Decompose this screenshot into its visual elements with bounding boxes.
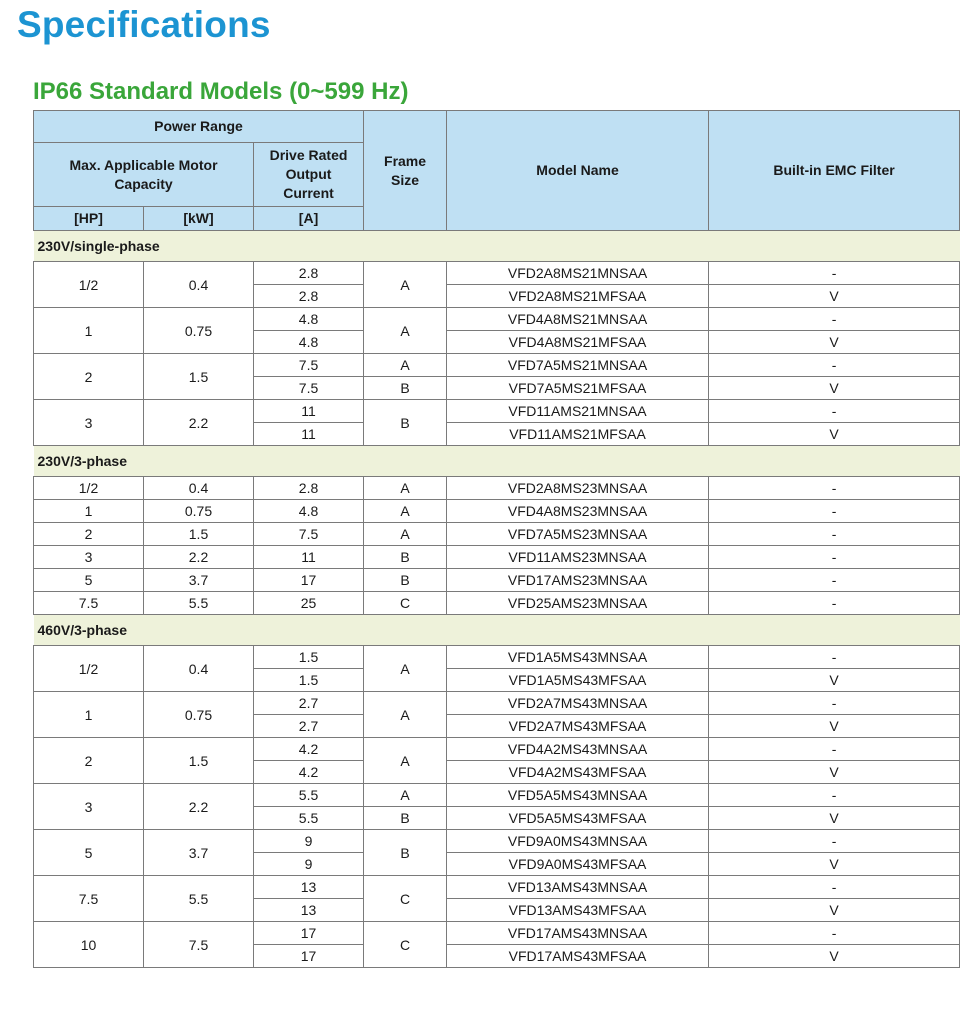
kw-cell: 0.4 <box>144 477 254 500</box>
table-row <box>34 569 960 592</box>
emc-cell: - <box>709 876 960 899</box>
emc-cell: V <box>709 899 960 922</box>
section-label: 460V/3-phase <box>34 615 960 646</box>
model-cell: VFD25AMS23MNSAA <box>447 592 709 615</box>
model-cell: VFD4A2MS43MNSAA <box>447 738 709 761</box>
emc-cell: - <box>709 738 960 761</box>
power-range-header: Power Range <box>34 111 364 143</box>
model-cell: VFD13AMS43MFSAA <box>447 899 709 922</box>
hp-cell: 7.5 <box>34 592 144 615</box>
current-cell: 11 <box>254 400 364 423</box>
kw-cell: 7.5 <box>144 922 254 968</box>
table-subtitle: IP66 Standard Models (0~599 Hz) <box>33 78 409 105</box>
emc-cell: V <box>709 377 960 400</box>
table-row <box>34 876 960 899</box>
hp-cell: 1 <box>34 308 144 354</box>
hp-cell: 7.5 <box>34 876 144 922</box>
kw-cell: 0.4 <box>144 646 254 692</box>
kw-cell: 2.2 <box>144 400 254 446</box>
model-cell: VFD2A7MS43MNSAA <box>447 692 709 715</box>
frame-cell: A <box>364 308 447 354</box>
emc-cell: - <box>709 477 960 500</box>
current-cell: 2.8 <box>254 285 364 308</box>
current-cell: 2.8 <box>254 477 364 500</box>
emc-cell: - <box>709 354 960 377</box>
current-cell: 11 <box>254 423 364 446</box>
hp-cell: 2 <box>34 523 144 546</box>
motor-capacity-header: Max. Applicable Motor Capacity <box>34 143 254 207</box>
hp-cell: 3 <box>34 784 144 830</box>
model-cell: VFD4A8MS21MNSAA <box>447 308 709 331</box>
kw-cell: 3.7 <box>144 569 254 592</box>
emc-cell: V <box>709 331 960 354</box>
kw-cell: 0.75 <box>144 308 254 354</box>
hp-unit-header: [HP] <box>34 207 144 231</box>
kw-cell: 0.75 <box>144 500 254 523</box>
model-cell: VFD9A0MS43MFSAA <box>447 853 709 876</box>
kw-cell: 2.2 <box>144 784 254 830</box>
emc-cell: V <box>709 285 960 308</box>
model-cell: VFD1A5MS43MNSAA <box>447 646 709 669</box>
frame-cell: A <box>364 523 447 546</box>
kw-cell: 5.5 <box>144 876 254 922</box>
kw-cell: 5.5 <box>144 592 254 615</box>
model-cell: VFD2A8MS23MNSAA <box>447 477 709 500</box>
hp-cell: 5 <box>34 569 144 592</box>
current-cell: 9 <box>254 853 364 876</box>
kw-cell: 1.5 <box>144 354 254 400</box>
table-row <box>34 354 960 377</box>
current-cell: 4.8 <box>254 308 364 331</box>
table-row <box>34 400 960 423</box>
model-cell: VFD7A5MS21MNSAA <box>447 354 709 377</box>
drive-current-header: Drive Rated Output Current <box>254 143 364 207</box>
current-cell: 4.8 <box>254 331 364 354</box>
table-row <box>34 477 960 500</box>
kw-unit-header: [kW] <box>144 207 254 231</box>
hp-cell: 1 <box>34 500 144 523</box>
current-cell: 17 <box>254 569 364 592</box>
hp-cell: 1/2 <box>34 646 144 692</box>
model-name-header: Model Name <box>447 111 709 231</box>
emc-cell: V <box>709 669 960 692</box>
hp-cell: 1/2 <box>34 262 144 308</box>
frame-cell: A <box>364 477 447 500</box>
frame-cell: B <box>364 377 447 400</box>
hp-cell: 3 <box>34 546 144 569</box>
emc-cell: - <box>709 592 960 615</box>
emc-cell: - <box>709 546 960 569</box>
table-header <box>34 111 960 231</box>
current-cell: 4.2 <box>254 761 364 784</box>
model-cell: VFD4A8MS23MNSAA <box>447 500 709 523</box>
current-cell: 4.2 <box>254 738 364 761</box>
table-row <box>34 308 960 331</box>
table-body <box>34 231 960 968</box>
frame-cell: A <box>364 738 447 784</box>
current-cell: 7.5 <box>254 377 364 400</box>
model-cell: VFD4A8MS21MFSAA <box>447 331 709 354</box>
table-row <box>34 523 960 546</box>
table-row <box>34 500 960 523</box>
frame-cell: A <box>364 354 447 377</box>
model-cell: VFD11AMS21MFSAA <box>447 423 709 446</box>
emc-cell: - <box>709 262 960 285</box>
current-cell: 17 <box>254 945 364 968</box>
table-row <box>34 830 960 853</box>
emc-cell: V <box>709 423 960 446</box>
section-row <box>34 446 960 477</box>
kw-cell: 0.4 <box>144 262 254 308</box>
hp-cell: 1/2 <box>34 477 144 500</box>
kw-cell: 0.75 <box>144 692 254 738</box>
model-cell: VFD17AMS43MNSAA <box>447 922 709 945</box>
section-label: 230V/single-phase <box>34 231 960 262</box>
model-cell: VFD5A5MS43MNSAA <box>447 784 709 807</box>
frame-cell: B <box>364 400 447 446</box>
current-cell: 2.7 <box>254 692 364 715</box>
frame-cell: C <box>364 922 447 968</box>
current-cell: 13 <box>254 876 364 899</box>
emc-cell: V <box>709 761 960 784</box>
model-cell: VFD11AMS23MNSAA <box>447 546 709 569</box>
table-row <box>34 646 960 669</box>
specifications-table <box>33 110 960 968</box>
page-title: Specifications <box>17 4 271 45</box>
emc-cell: - <box>709 569 960 592</box>
current-cell: 5.5 <box>254 807 364 830</box>
table-row <box>34 922 960 945</box>
model-cell: VFD2A8MS21MNSAA <box>447 262 709 285</box>
current-cell: 4.8 <box>254 500 364 523</box>
model-cell: VFD7A5MS23MNSAA <box>447 523 709 546</box>
amp-unit-header: [A] <box>254 207 364 231</box>
table-row <box>34 592 960 615</box>
model-cell: VFD17AMS23MNSAA <box>447 569 709 592</box>
model-cell: VFD5A5MS43MFSAA <box>447 807 709 830</box>
current-cell: 17 <box>254 922 364 945</box>
emc-cell: V <box>709 807 960 830</box>
model-cell: VFD11AMS21MNSAA <box>447 400 709 423</box>
section-row <box>34 615 960 646</box>
frame-cell: A <box>364 500 447 523</box>
model-cell: VFD13AMS43MNSAA <box>447 876 709 899</box>
model-cell: VFD17AMS43MFSAA <box>447 945 709 968</box>
table-row <box>34 692 960 715</box>
hp-cell: 10 <box>34 922 144 968</box>
current-cell: 7.5 <box>254 523 364 546</box>
current-cell: 7.5 <box>254 354 364 377</box>
emc-cell: V <box>709 945 960 968</box>
hp-cell: 2 <box>34 738 144 784</box>
model-cell: VFD2A7MS43MFSAA <box>447 715 709 738</box>
frame-cell: A <box>364 692 447 738</box>
model-cell: VFD1A5MS43MFSAA <box>447 669 709 692</box>
hp-cell: 3 <box>34 400 144 446</box>
frame-cell: C <box>364 592 447 615</box>
frame-size-header: Frame Size <box>364 111 447 231</box>
section-row <box>34 231 960 262</box>
current-cell: 2.8 <box>254 262 364 285</box>
model-cell: VFD9A0MS43MNSAA <box>447 830 709 853</box>
emc-cell: - <box>709 523 960 546</box>
kw-cell: 1.5 <box>144 738 254 784</box>
frame-cell: A <box>364 262 447 308</box>
hp-cell: 1 <box>34 692 144 738</box>
kw-cell: 3.7 <box>144 830 254 876</box>
emc-cell: - <box>709 692 960 715</box>
emc-filter-header: Built-in EMC Filter <box>709 111 960 231</box>
table-row <box>34 738 960 761</box>
model-cell: VFD7A5MS21MFSAA <box>447 377 709 400</box>
kw-cell: 2.2 <box>144 546 254 569</box>
hp-cell: 2 <box>34 354 144 400</box>
frame-cell: A <box>364 784 447 807</box>
current-cell: 5.5 <box>254 784 364 807</box>
current-cell: 1.5 <box>254 646 364 669</box>
emc-cell: - <box>709 646 960 669</box>
emc-cell: - <box>709 400 960 423</box>
current-cell: 9 <box>254 830 364 853</box>
frame-cell: B <box>364 830 447 876</box>
frame-cell: B <box>364 807 447 830</box>
model-cell: VFD4A2MS43MFSAA <box>447 761 709 784</box>
emc-cell: V <box>709 715 960 738</box>
current-cell: 11 <box>254 546 364 569</box>
current-cell: 2.7 <box>254 715 364 738</box>
table-row <box>34 784 960 807</box>
frame-cell: B <box>364 569 447 592</box>
frame-cell: A <box>364 646 447 692</box>
emc-cell: - <box>709 308 960 331</box>
emc-cell: V <box>709 853 960 876</box>
kw-cell: 1.5 <box>144 523 254 546</box>
emc-cell: - <box>709 830 960 853</box>
current-cell: 25 <box>254 592 364 615</box>
emc-cell: - <box>709 784 960 807</box>
model-cell: VFD2A8MS21MFSAA <box>447 285 709 308</box>
section-label: 230V/3-phase <box>34 446 960 477</box>
emc-cell: - <box>709 500 960 523</box>
emc-cell: - <box>709 922 960 945</box>
frame-cell: B <box>364 546 447 569</box>
current-cell: 13 <box>254 899 364 922</box>
current-cell: 1.5 <box>254 669 364 692</box>
table-row <box>34 262 960 285</box>
hp-cell: 5 <box>34 830 144 876</box>
table-row <box>34 546 960 569</box>
frame-cell: C <box>364 876 447 922</box>
